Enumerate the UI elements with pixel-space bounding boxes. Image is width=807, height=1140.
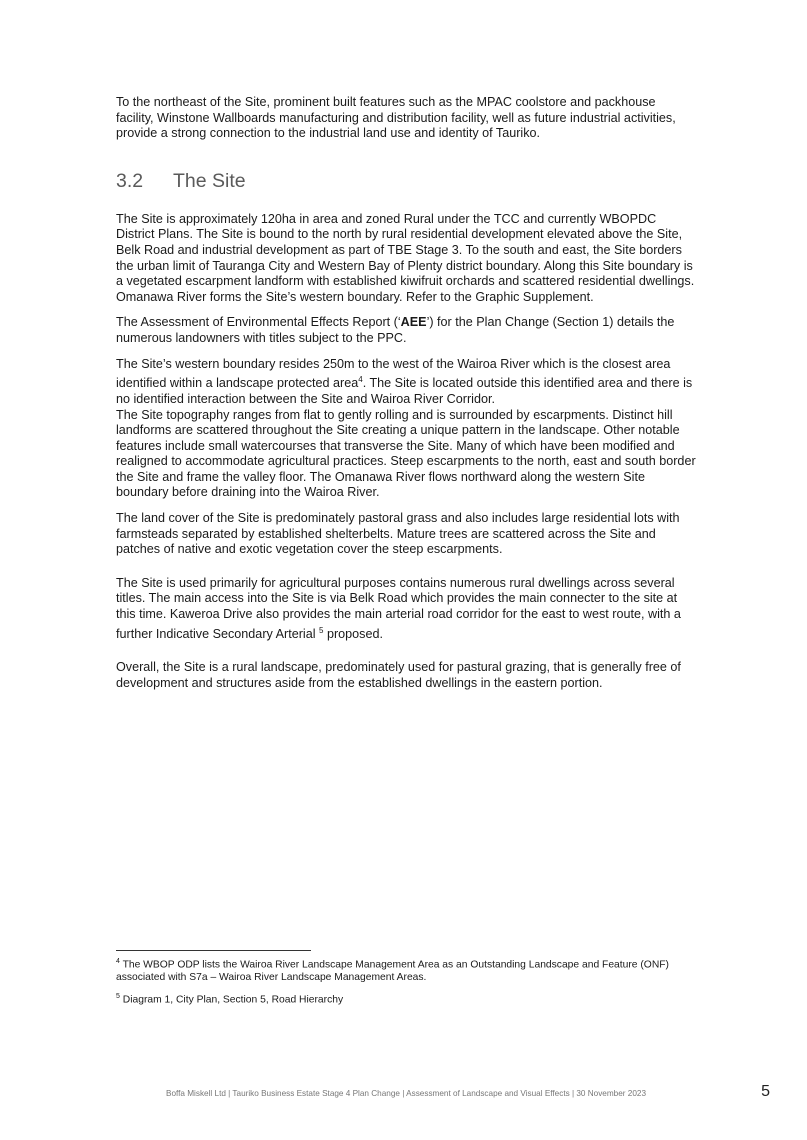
footnote-divider (116, 950, 311, 951)
paragraph-site-area: The Site is approximately 120ha in area and zoned Rural under the TCC and currently WBOPDC District Plans. The Site is bound to the north by rural residential development elevated above the Site, Belk Road and industrial development as part of TBE Stage 3. To the south and east, the Site borders the urban limit of Tauranga City and Western Bay of Plenty district boundary. Along this Site boundary is a vegetated escarpment landform with established kiwifruit orchards and scattered residential dwellings. Omanawa River forms the Site’s western boundary. Refer to the Graphic Supplement. (116, 211, 695, 304)
page-number: 5 (761, 1083, 770, 1100)
footnote-5: $^5$ Diagram 1, City Plan, Section 5, Road Hierarchy (116, 992, 344, 1006)
aee-abbrev: AEE (400, 315, 427, 330)
footnote-ref-5[interactable]: 5 (319, 625, 324, 635)
paragraph-land-use: The Site is used primarily for agricultural purposes contains numerous rural dwellings across several titles. The main access into the Site is via Belk Road which provides the main connecter to the site at this time. Kaweroa Drive also provides the main arterial road corridor for the east to west route, with a further Indicative Secondary Arterial $^5$ proposed. (116, 575, 681, 641)
paragraph-overall: Overall, the Site is a rural landscape, predominately used for pastural grazing, that is generally free of development and structures aside from the established dwellings in the eastern portion. (116, 660, 681, 690)
section-title: The Site (173, 169, 246, 192)
footnotes (116, 950, 696, 1013)
page-body (116, 95, 696, 702)
paragraph-topography: The Site topography ranges from flat to gently rolling and is surrounded by escarpments. Distinct hill landforms are scattered throughout the Site creating a unique pattern in the landscape. Other notable features include small watercourses that transverse the Site. Many of which have been modified and realigned to accommodate agricultural practices. Steep escarpments to the north, east and south border the Site and frame the valley floor. The Omanawa River flows northward along the western Site boundary before draining into the Wairoa River. (116, 407, 696, 500)
paragraph-aee: The Assessment of Environmental Effects Report (‘AEE’) for the Plan Change (Section 1) details the numerous landowners with titles subject to the PPC. (116, 315, 675, 345)
footnote-ref-4[interactable]: 4 (358, 375, 363, 385)
footnote-4: $^4$ The WBOP ODP lists the Wairoa River Landscape Management Area as an Outstanding Landscape and Feature (ONF) associated with S7a – Wairoa River Landscape Management Areas. (116, 958, 669, 984)
section-heading (116, 170, 696, 192)
paragraph-land-cover: The land cover of the Site is predominately pastoral grass and also includes large residential lots with farmsteads separated by established shelterbelts. Mature trees are scattered across the Site and patches of native and exotic vegetation cover the steep escarpments. (116, 511, 680, 557)
intro-paragraph: To the northeast of the Site, prominent built features such as the MPAC coolstore and packhouse facility, Winstone Wallboards manufacturing and distribution facility, well as future industrial activities, provide a strong connection to the industrial land use and identity of Tauriko. (116, 95, 676, 141)
paragraph-western-boundary: The Site’s western boundary resides 250m to the west of the Wairoa River which is the closest area identified within a landscape protected area$^4$. The Site is located outside this identified area and there is no identified interaction between the Site and Wairoa River Corridor. (116, 356, 693, 406)
section-number: 3.2 (116, 169, 144, 192)
page-footer: Boffa Miskell Ltd | Tauriko Business Estate Stage 4 Plan Change | Assessment of Landscape and Visual Effects | 30 November 2023 (165, 1089, 647, 1098)
